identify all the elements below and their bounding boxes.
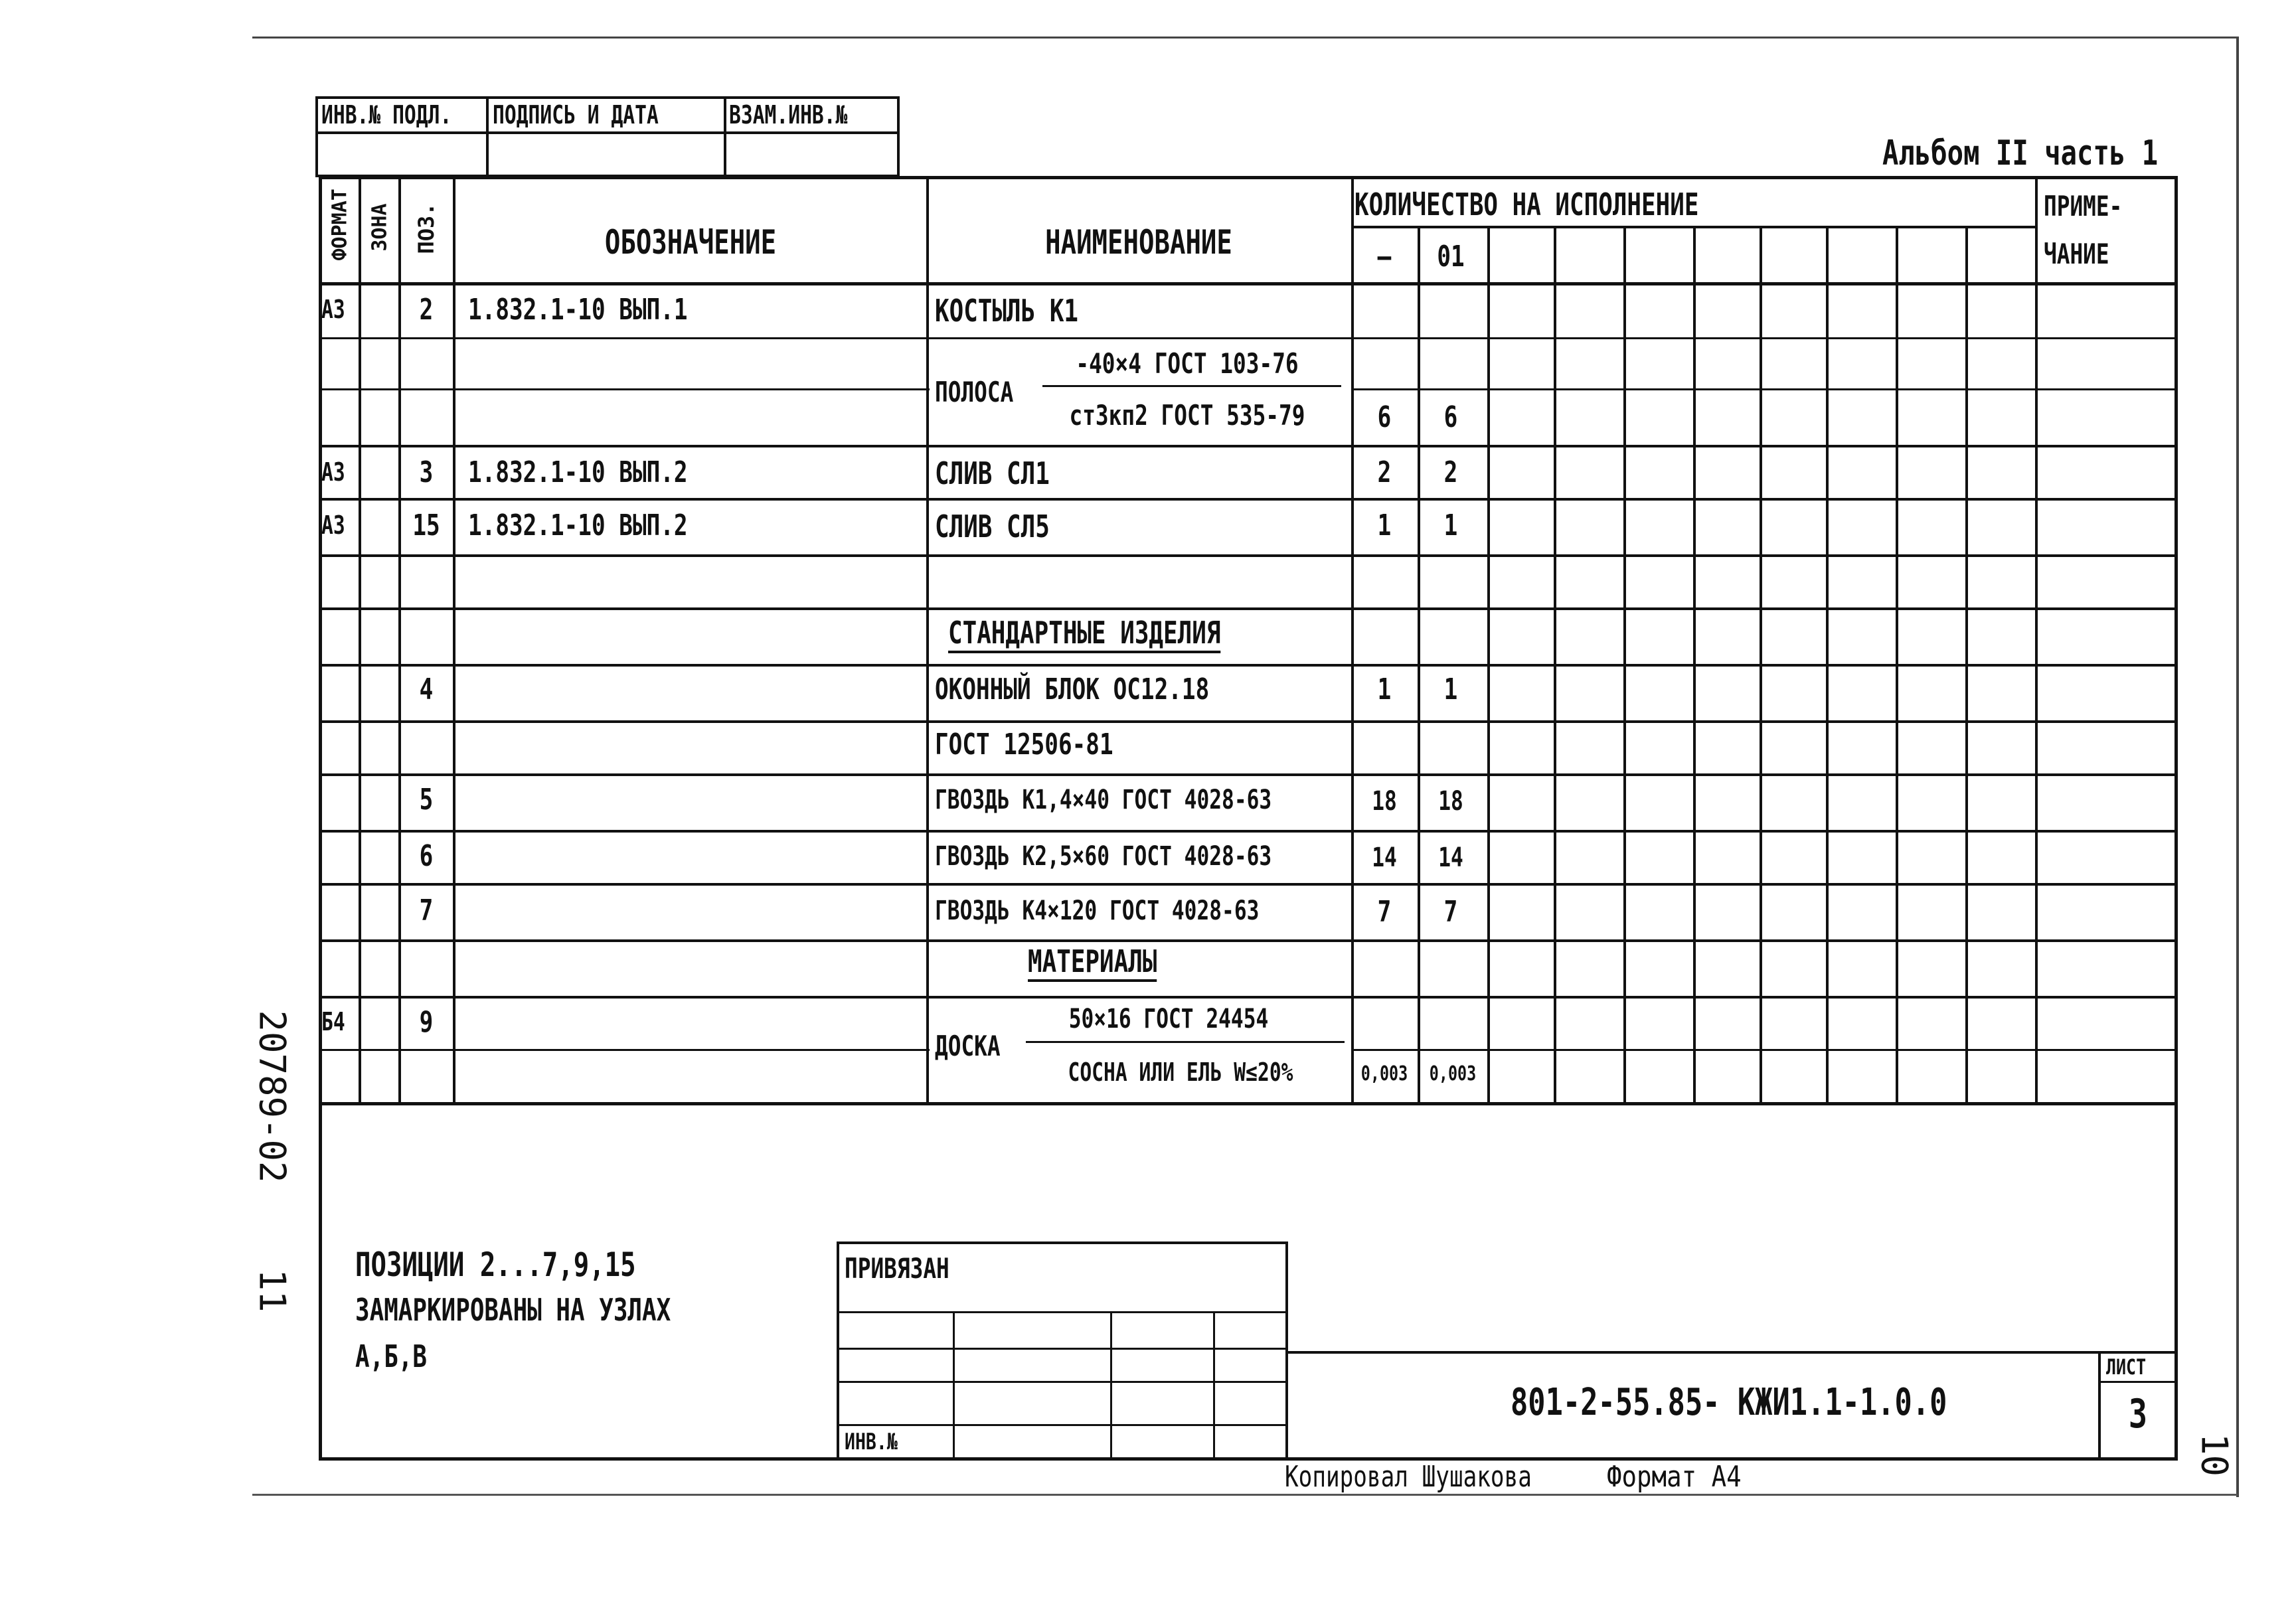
privyazan-h1 <box>837 1311 1288 1313</box>
row-line-9 <box>319 773 2178 776</box>
privyazan-h3 <box>837 1381 1288 1383</box>
frame-bottom-line <box>252 1494 2238 1496</box>
row10-name: ГВОЗДЬ К4×120 ГОСТ 4028-63 <box>935 896 1260 926</box>
row-line-7 <box>319 664 2178 667</box>
note-line3: А,Б,В <box>355 1338 428 1374</box>
header-variant-1: — <box>1377 240 1392 274</box>
col-line-pos <box>398 176 401 1105</box>
title-block-top <box>1288 1351 2178 1354</box>
row-line-5 <box>319 554 2178 557</box>
row12-name-prefix: ДОСКА <box>935 1030 1001 1062</box>
row2-name-prefix: ПОЛОСА <box>935 376 1014 408</box>
col-line-name <box>926 176 929 1105</box>
row-line-14b <box>1351 1049 2178 1051</box>
row-line-2 <box>319 388 930 390</box>
row6-q1: 1 <box>1377 673 1392 706</box>
top-stamp-v1 <box>486 96 489 177</box>
header-name: НАИМЕНОВАНИЕ <box>1045 223 1232 262</box>
col-line-designation <box>453 176 455 1105</box>
header-designation: ОБОЗНАЧЕНИЕ <box>604 223 777 262</box>
row8-name: ГВОЗДЬ К1,4×40 ГОСТ 4028-63 <box>935 785 1272 815</box>
row12-format: Б4 <box>321 1007 345 1036</box>
document-code: 801-2-55.85- КЖИ1.1-1.0.0 <box>1511 1381 1947 1424</box>
row4-pos: 15 <box>412 509 440 542</box>
row10-pos: 7 <box>419 894 434 927</box>
header-note-line2: ЧАНИЕ <box>2044 238 2109 270</box>
note-line2: ЗАМАРКИРОВАНЫ НА УЗЛАХ <box>355 1292 671 1328</box>
corner-number: 10 <box>2193 1433 2236 1477</box>
sheet-title: Альбом II часть 1 <box>1882 133 2159 173</box>
privyazan-label: ПРИВЯЗАН <box>845 1252 949 1285</box>
header-pos: ПОЗ. <box>414 202 439 254</box>
sheet-box-mid <box>2098 1381 2178 1383</box>
privyazan-v3 <box>1213 1311 1215 1461</box>
row-line-6 <box>319 607 2178 610</box>
privyazan-v1 <box>953 1311 955 1461</box>
table-bottom-line <box>319 1102 2178 1105</box>
row-line-11 <box>319 883 2178 886</box>
col-line-zone <box>359 176 361 1105</box>
row2-frac-bottom: ст3кп2 ГОСТ 535-79 <box>1069 399 1305 432</box>
row2-q1: 6 <box>1377 400 1392 434</box>
row2-frac-line <box>1042 385 1341 387</box>
row12-q1: 0,003 <box>1360 1062 1408 1085</box>
row4-name: СЛИВ СЛ5 <box>935 509 1050 544</box>
row9-pos: 6 <box>419 839 434 873</box>
header-format: ФОРМАТ <box>328 189 352 261</box>
sheet-number: 3 <box>2128 1391 2148 1437</box>
inv-n-label: ИНВ.№ <box>845 1429 898 1455</box>
row4-designation: 1.832.1-10 ВЫП.2 <box>468 509 688 542</box>
row8-q1: 18 <box>1372 786 1397 817</box>
section-materials: МАТЕРИАЛЫ <box>1028 946 1157 982</box>
row3-q2: 2 <box>1443 455 1458 489</box>
row10-q1: 7 <box>1377 895 1392 929</box>
privyazan-v2 <box>1110 1311 1112 1461</box>
row-line-13 <box>319 996 2178 999</box>
row6-name: ОКОННЫЙ БЛОК ОС12.18 <box>935 673 1210 706</box>
stamp-vzam-inv: ВЗАМ.ИНВ.№ <box>729 100 848 129</box>
row3-format: А3 <box>321 457 345 487</box>
sheet-label: ЛИСТ <box>2106 1354 2147 1380</box>
frame-right-line <box>2236 37 2239 1497</box>
row-line-3 <box>319 445 2178 447</box>
col-line-note <box>2035 176 2038 1105</box>
row3-q1: 2 <box>1377 455 1392 489</box>
col-line-q1 <box>1351 176 1354 1105</box>
row6-q2: 1 <box>1443 673 1458 706</box>
row2-frac-top: -40×4 ГОСТ 103-76 <box>1076 347 1299 380</box>
row9-name: ГВОЗДЬ К2,5×60 ГОСТ 4028-63 <box>935 841 1272 872</box>
row-line-12 <box>319 939 2178 942</box>
row8-q2: 18 <box>1438 786 1463 817</box>
row12-q2: 0,003 <box>1429 1062 1477 1085</box>
privyazan-h4 <box>837 1424 1288 1426</box>
header-sub-line <box>1351 226 2035 228</box>
footer-copied: Копировал Шушакова <box>1285 1460 1532 1494</box>
header-zone: ЗОНА <box>368 203 392 252</box>
row6-pos: 4 <box>419 673 434 706</box>
side-number-2: 11 <box>251 1269 293 1313</box>
row7-name: ГОСТ 12506-81 <box>935 728 1113 761</box>
row1-name: КОСТЫЛЬ К1 <box>935 293 1079 329</box>
header-variant-2: 01 <box>1437 240 1465 274</box>
side-number: 20789-02 <box>251 1010 293 1183</box>
row3-pos: 3 <box>419 455 434 489</box>
row4-q2: 1 <box>1443 509 1458 542</box>
header-note-line1: ПРИМЕ- <box>2044 190 2123 222</box>
row8-pos: 5 <box>419 783 434 817</box>
row-line-4 <box>319 498 2178 501</box>
row4-q1: 1 <box>1377 509 1392 542</box>
row9-q2: 14 <box>1438 842 1463 873</box>
row12-pos: 9 <box>419 1005 434 1039</box>
row-line-2b <box>1351 388 2178 390</box>
row12-frac-line <box>1026 1041 1345 1043</box>
row-line-1 <box>319 337 2178 339</box>
row1-format: А3 <box>321 295 345 324</box>
row1-pos: 2 <box>419 293 434 327</box>
top-stamp-v2 <box>724 96 726 177</box>
stamp-signature-date: ПОДПИСЬ И ДАТА <box>493 100 659 129</box>
stamp-inv-podl: ИНВ.№ ПОДЛ. <box>321 100 452 129</box>
row3-name: СЛИВ СЛ1 <box>935 455 1050 491</box>
section-standard-items: СТАНДАРТНЫЕ ИЗДЕЛИЯ <box>948 617 1220 653</box>
sheet-box-left <box>2098 1351 2101 1461</box>
frame-top-line <box>252 37 2238 39</box>
row12-frac-top: 50×16 ГОСТ 24454 <box>1068 1004 1269 1034</box>
header-quantity: КОЛИЧЕСТВО НА ИСПОЛНЕНИЕ <box>1354 187 1699 222</box>
privyazan-h2 <box>837 1348 1288 1350</box>
row3-designation: 1.832.1-10 ВЫП.2 <box>468 455 688 489</box>
row9-q1: 14 <box>1372 842 1397 873</box>
footer-format: Формат А4 <box>1607 1460 1742 1494</box>
row10-q2: 7 <box>1443 895 1458 929</box>
header-bottom-line <box>319 282 2178 285</box>
row-line-14a <box>319 1049 930 1051</box>
top-stamp-hline <box>315 131 900 134</box>
row-line-8 <box>319 720 2178 723</box>
row-line-10 <box>319 830 2178 833</box>
row4-format: А3 <box>321 511 345 540</box>
row2-q2: 6 <box>1443 400 1458 434</box>
row1-designation: 1.832.1-10 ВЫП.1 <box>468 293 688 327</box>
row12-frac-bottom: СОСНА ИЛИ ЕЛЬ W≤20% <box>1068 1058 1293 1087</box>
note-line1: ПОЗИЦИИ 2...7,9,15 <box>355 1245 636 1284</box>
